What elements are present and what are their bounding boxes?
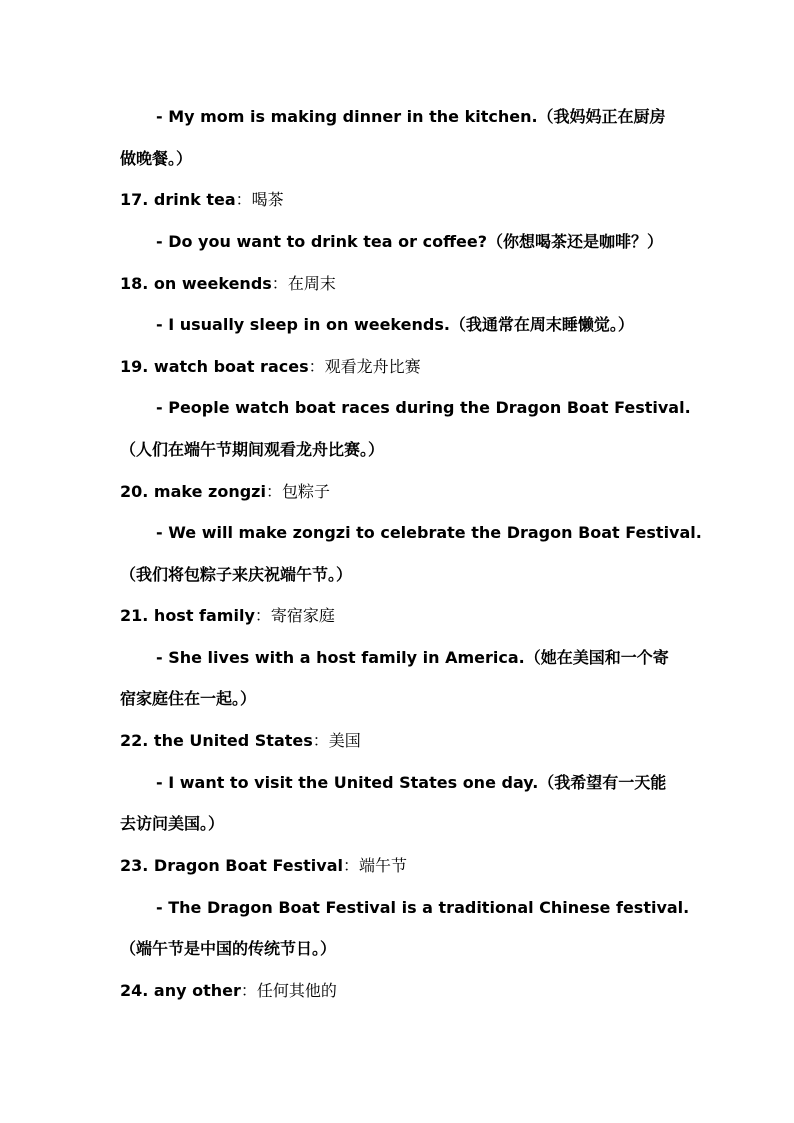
example-sentence-continued: 做晚餐。） (120, 149, 193, 168)
entry-separator: ： (265, 482, 282, 501)
entry-term: the United States (153, 731, 313, 750)
entry-number: 23. (120, 856, 149, 875)
entry-translation: 在周末 (287, 274, 336, 293)
entry-separator: ： (308, 357, 325, 376)
vocab-entry-20 (120, 482, 680, 502)
entry-number: 24. (120, 981, 149, 1000)
vocab-entry-23 (120, 856, 680, 876)
example-sentence: - Do you want to drink tea or coffee?（你想喝茶还是咖啡？） (156, 232, 664, 251)
entry-separator: ： (343, 856, 360, 875)
example-sentence-continued: （端午节是中国的传统节日。） (120, 939, 337, 958)
example-sentence: - We will make zongzi to celebrate the Dragon Boat Festival. (156, 523, 702, 542)
entry-translation: 包粽子 (281, 482, 330, 501)
example-sentence-continued: （人们在端午节期间观看龙舟比赛。） (120, 440, 385, 459)
entry-translation: 观看龙舟比赛 (324, 357, 421, 376)
entry-number: 18. (120, 274, 149, 293)
example-sentence: - I usually sleep in on weekends.（我通常在周末睡懒觉。） (156, 315, 634, 334)
entry-translation: 寄宿家庭 (270, 606, 335, 625)
entry-translation: 端午节 (359, 856, 408, 875)
entry-translation: 喝茶 (251, 190, 284, 209)
entry-term: host family (153, 606, 255, 625)
entry-term: drink tea (153, 190, 236, 209)
entry-term: on weekends (153, 274, 272, 293)
entry-number: 22. (120, 731, 149, 750)
entry-term: make zongzi (153, 482, 266, 501)
entry-term: watch boat races (153, 357, 309, 376)
entry-separator: ： (235, 190, 252, 209)
entry-number: 20. (120, 482, 149, 501)
example-sentence: - She lives with a host family in America.（她在美国和一个寄 (156, 648, 669, 667)
example-sentence: - My mom is making dinner in the kitchen.（我妈妈正在厨房 (156, 107, 666, 126)
example-sentence-continued: （我们将包粽子来庆祝端午节。） (120, 565, 353, 584)
example-sentence: - The Dragon Boat Festival is a traditional Chinese festival. (156, 898, 690, 917)
vocab-entry-24 (120, 981, 680, 1001)
vocab-entry-21 (120, 606, 680, 626)
vocab-entry-17 (120, 190, 680, 210)
vocab-entry-19 (120, 357, 680, 377)
vocab-entry-18 (120, 274, 680, 294)
entry-separator: ： (240, 981, 257, 1000)
entry-term: any other (153, 981, 241, 1000)
example-sentence-continued: 去访问美国。） (120, 814, 225, 833)
entry-number: 19. (120, 357, 149, 376)
entry-translation: 任何其他的 (256, 981, 337, 1000)
example-sentence: - People watch boat races during the Dragon Boat Festival. (156, 398, 691, 417)
example-sentence: - I want to visit the United States one day.（我希望有一天能 (156, 773, 667, 792)
entry-separator: ： (254, 606, 271, 625)
entry-separator: ： (271, 274, 288, 293)
entry-number: 17. (120, 190, 149, 209)
entry-translation: 美国 (328, 731, 361, 750)
vocab-entry-22 (120, 731, 680, 751)
example-sentence-continued: 宿家庭住在一起。） (120, 689, 257, 708)
entry-term: Dragon Boat Festival (153, 856, 343, 875)
entry-number: 21. (120, 606, 149, 625)
entry-separator: ： (312, 731, 329, 750)
